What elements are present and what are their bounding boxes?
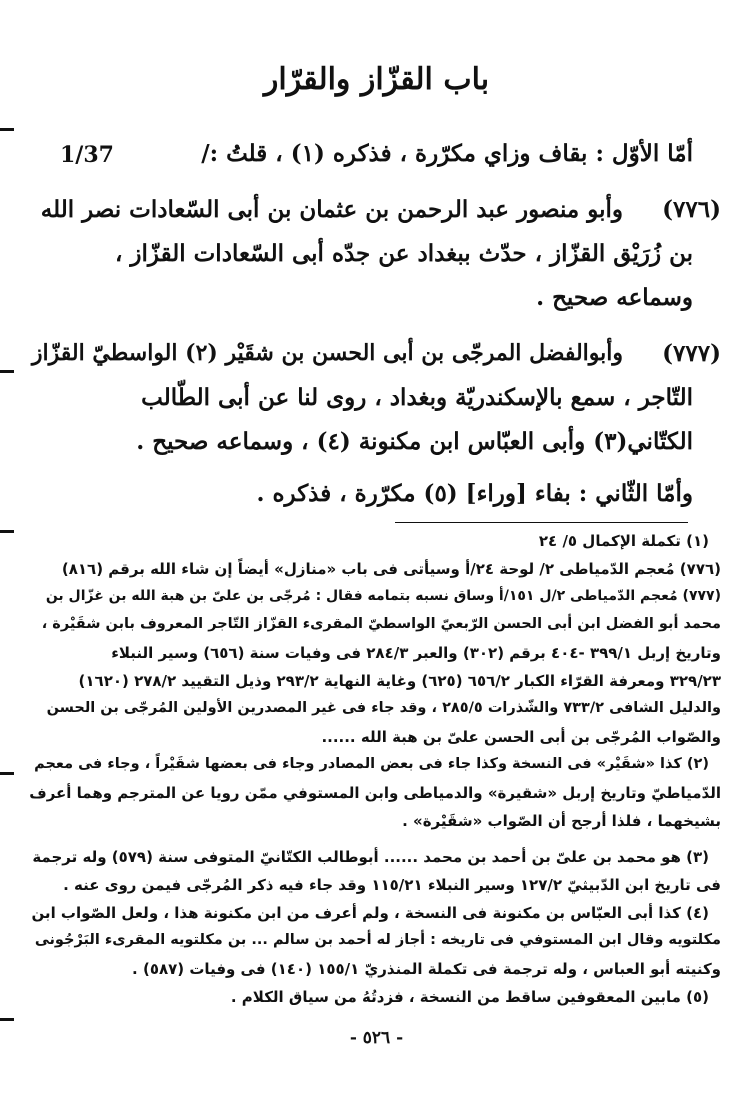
scan-edge-mark xyxy=(0,128,14,131)
footnote-line: (٢) كذا «شقَيْر» فى النسخة وكذا جاء فى بعض المصادر وجاء فى بعضها شقَيْراً ، وجاء فى معجم xyxy=(34,756,709,772)
footnote-line: ٣٢٩/٢٣ ومعرفة القرّاء الكبار ٦٥٦/٢ (٦٢٥) وغاية النهاية ٢٩٣/٢ وذيل التقييد ٢٧٨/٢ (١٦٢٠) xyxy=(78,672,721,690)
main-text-line: أمّا الأوّل : بقاف وزاي مكرّرة ، فذكره (١) ، قلتُ :/ xyxy=(201,140,693,167)
scan-edge-mark xyxy=(0,370,14,373)
footnote-line: (٣) هو محمد بن علىّ بن أحمد بن محمد ...... أبوطالب الكتّانيّ المتوفى سنة (٥٧٩) وله ترجمة xyxy=(32,848,709,866)
footnote-line: (٤) كذا أبى العبّاس بن مكنونة فى النسخة ، ولم أعرف من ابن مكنونة هذا ، ولعل الصّواب ابن xyxy=(31,904,709,922)
scan-edge-mark xyxy=(0,530,14,533)
page-number: - ٥٢٦ - xyxy=(349,1028,404,1048)
footnote-line: (١) تكملة الإكمال ٥/ ٢٤ xyxy=(538,532,709,550)
footnote-separator xyxy=(395,522,688,523)
footnote-line: فى تاريخ ابن الدّبيثيّ ١٢٧/٢ وسير النبلاء ١١٥/٢١ وقد جاء فيه ذكر المُرجّى فيمن روى عنه . xyxy=(63,876,721,894)
footnote-line: الدّمياطيّ وتاريخ إربل «شقيرة» والدمياطى وابن المستوفي ممّن رويا عن المترجم وهما أعرف xyxy=(29,784,721,802)
footnote-line: محمد أبو الفضل ابن أبى الحسن الرّبعيّ الواسطيّ المقرىء القزّاز التّاجر المعروف بابن شقَيْرة ، xyxy=(41,616,721,632)
footnote-line: والدليل الشافى ٧٣٣/٢ والشّذرات ٢٨٥/٥ ، وقد جاء فى غير المصدرين الأولين المُرجّى بن الحسن xyxy=(46,700,721,716)
volume-folio-reference: 1/37 xyxy=(60,142,114,168)
main-text-line: وأمّا الثّاني : بفاء [وراء] (٥) مكرّرة ، فذكره . xyxy=(256,480,693,507)
footnote-line: (٥) مابين المعقوفين ساقط من النسخة ، فزدتُهُ من سياق الكلام . xyxy=(230,988,709,1006)
main-text-line: بن زُرَيْق القزّاز ، حدّث ببغداد عن جدّه أبى السّعادات القزّاز ، xyxy=(115,240,693,267)
main-text-line: وأبو منصور عبد الرحمن بن عثمان بن أبى السّعادات نصر الله xyxy=(40,196,623,223)
main-text-line: الكتّاني(٣) وأبى العبّاس ابن مكنونة (٤) ، وسماعه صحيح . xyxy=(136,428,693,455)
footnote-line: وكنيته أبو العباس ، وله ترجمة فى تكملة المنذريّ ١٥٥/١ (١٤٠) فى وفيات (٥٨٧) . xyxy=(132,960,721,978)
footnote-line: (٧٧٧) مُعجم الدّمياطى ٢/ل ١٥١/أ وساق نسبه بتمامه فقال : مُرجّى بن علىّ بن هبة الله بن غزّال بن xyxy=(45,588,721,604)
footnote-line: (٧٧٦) مُعجم الدّمياطى ٢/ لوحة ٢٤/أ وسيأتى فى باب «منازل» أيضاً إن شاء الله برقم (٨١٦) xyxy=(61,560,721,578)
main-text-line: وسماعه صحيح . xyxy=(536,284,693,311)
entry-number: (٧٧٦) xyxy=(662,196,721,223)
entry-number: (٧٧٧) xyxy=(662,340,721,367)
footnote-line: مكلتويه وقال ابن المستوفي فى تاريخه : أجاز له أحمد بن سالم ... بن مكلتويه المقرىء البَرْجُونى xyxy=(34,932,721,948)
footnote-line: بشيخهما ، فلذا أرجح أن الصّواب «شقَيْرة» . xyxy=(402,812,721,830)
page-title: باب القزّاز والقرّار xyxy=(263,62,490,97)
main-text-line: التّاجر ، سمع بالإسكندريّة وبغداد ، روى لنا عن أبى الطّالب xyxy=(141,384,693,411)
scan-edge-mark xyxy=(0,1018,14,1021)
scan-edge-mark xyxy=(0,772,14,775)
footnote-line: والصّواب المُرجّى بن أبى الحسن علىّ بن هبة الله ...... xyxy=(321,728,721,746)
footnote-line: وتاريخ إربل ٣٩٩/١ -٤٠٤ برقم (٣٠٢) والعبر ٢٨٤/٣ فى وفيات سنة (٦٥٦) وسير النبلاء xyxy=(111,644,721,662)
main-text-line: وأبوالفضل المرجّى بن أبى الحسن بن شقَيْر (٢) الواسطيّ القزّاز xyxy=(31,340,623,366)
